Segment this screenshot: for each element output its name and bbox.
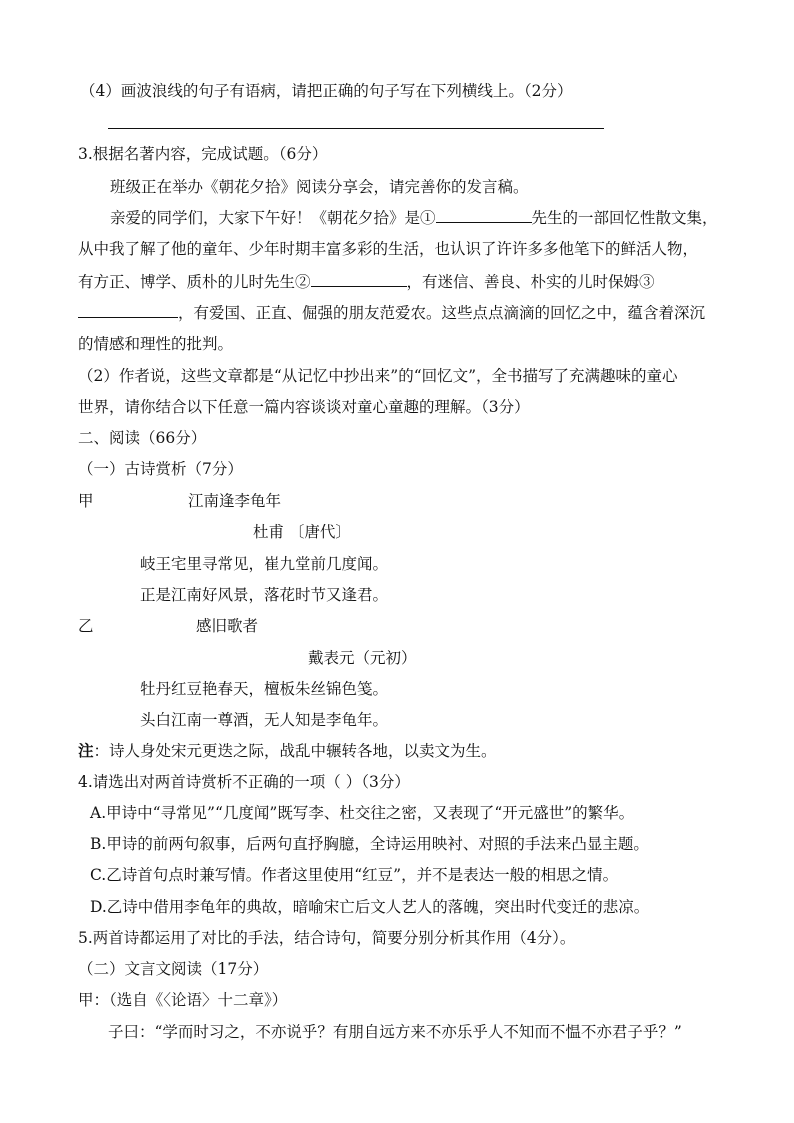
speech-text: 先生的一部回忆性散文集，	[531, 209, 718, 227]
option-d[interactable]: D.乙诗中借用李龟年的典故，暗喻宋亡后文人艺人的落魄，突出时代变迁的悲凉。	[90, 898, 650, 916]
speech-line-5: 的情感和理性的批判。	[78, 335, 234, 353]
speech-text: ，有爱国、正直、倔强的朋友范爱农。这些点点滴滴的回忆之中，蕴含着深沉	[178, 304, 706, 322]
option-b[interactable]: B.甲诗的前两句叙事，后两句直抒胸臆，全诗运用映衬、对照的手法来凸显主题。	[90, 835, 649, 853]
speech-line-2: 从中我了解了他的童年、少年时期丰富多彩的生活，也认识了许许多多他笔下的鲜活人物，	[78, 240, 699, 258]
poem-yi-line-2: 头白江南一尊酒，无人知是李龟年。	[140, 711, 389, 729]
poem-yi-line-1: 牡丹红豆艳春天，檀板朱丝锦色笺。	[140, 680, 389, 698]
note-text: ：诗人身处宋元更迭之际，战乱中辗转各地，以卖文为生。	[93, 742, 497, 760]
poem-jia-line-1: 岐王宅里寻常见，崔九堂前几度闻。	[140, 555, 389, 573]
note-label: 注	[78, 742, 94, 760]
answer-line[interactable]	[108, 128, 604, 129]
question-4-prompt: （4）画波浪线的句子有语病，请把正确的句子写在下列横线上。（2分）	[80, 82, 573, 100]
question-5-heading: 5.两首诗都运用了对比的手法，结合诗句，简要分别分析其作用（4分）。	[78, 929, 576, 947]
classical-source: 甲：（选自《〈论语〉十二章》）	[78, 991, 288, 1009]
option-a[interactable]: A.甲诗中“寻常见”“几度闻”既写李、杜交往之密，又表现了“开元盛世”的繁华。	[90, 804, 635, 822]
question-4-heading: 4.请选出对两首诗赏析不正确的一项（ ）（3分）	[78, 773, 410, 791]
speech-line-3	[78, 270, 655, 293]
subsection-1-heading: （一）古诗赏析（7分）	[78, 460, 243, 478]
poem-note	[78, 740, 497, 762]
poem-jia-line-2: 正是江南好风景，落花时节又逢君。	[140, 586, 389, 604]
poem-yi-title: 感旧歌者	[196, 617, 259, 635]
speech-text: ，有迷信、善良、朴实的儿时保姆③	[406, 273, 655, 291]
speech-line-1	[110, 206, 718, 229]
poem-jia-author: 杜甫 〔唐代〕	[253, 523, 351, 541]
fill-blank-2[interactable]	[311, 270, 407, 287]
speech-text: 亲爱的同学们，大家下午好！《朝花夕拾》是①	[110, 209, 436, 227]
poem-jia-marker: 甲	[78, 492, 94, 510]
section-2-heading: 二、阅读（66分）	[78, 429, 207, 447]
question-3-intro: 班级正在举办《朝花夕拾》阅读分享会，请完善你的发言稿。	[110, 178, 529, 196]
option-c[interactable]: C.乙诗首句点时兼写情。作者这里使用“红豆”，并不是表达一般的相思之情。	[90, 866, 619, 884]
subsection-2-heading: （二）文言文阅读（17分）	[78, 960, 269, 978]
question-3-heading: 3.根据名著内容，完成试题。（6分）	[78, 145, 328, 163]
question-3-part-2-line-2: 世界，请你结合以下任意一篇内容谈谈对童心童趣的理解。（3分）	[78, 398, 530, 416]
classical-text: 子曰：“学而时习之，不亦说乎？有朋自远方来不亦乐乎人不知而不愠不亦君子乎？”	[108, 1023, 682, 1041]
speech-text: 有方正、博学、质朴的儿时先生②	[78, 273, 311, 291]
fill-blank-3[interactable]	[78, 301, 178, 318]
question-3-part-2-line-1: （2）作者说，这些文章都是“从记忆中抄出来”的“回忆文”，全书描写了充满趣味的童心	[78, 367, 678, 385]
poem-jia-title: 江南逢李龟年	[188, 492, 282, 510]
fill-blank-1[interactable]	[436, 206, 532, 223]
poem-yi-author: 戴表元（元初）	[308, 649, 417, 667]
speech-line-4	[78, 301, 705, 324]
poem-yi-marker: 乙	[78, 617, 94, 635]
